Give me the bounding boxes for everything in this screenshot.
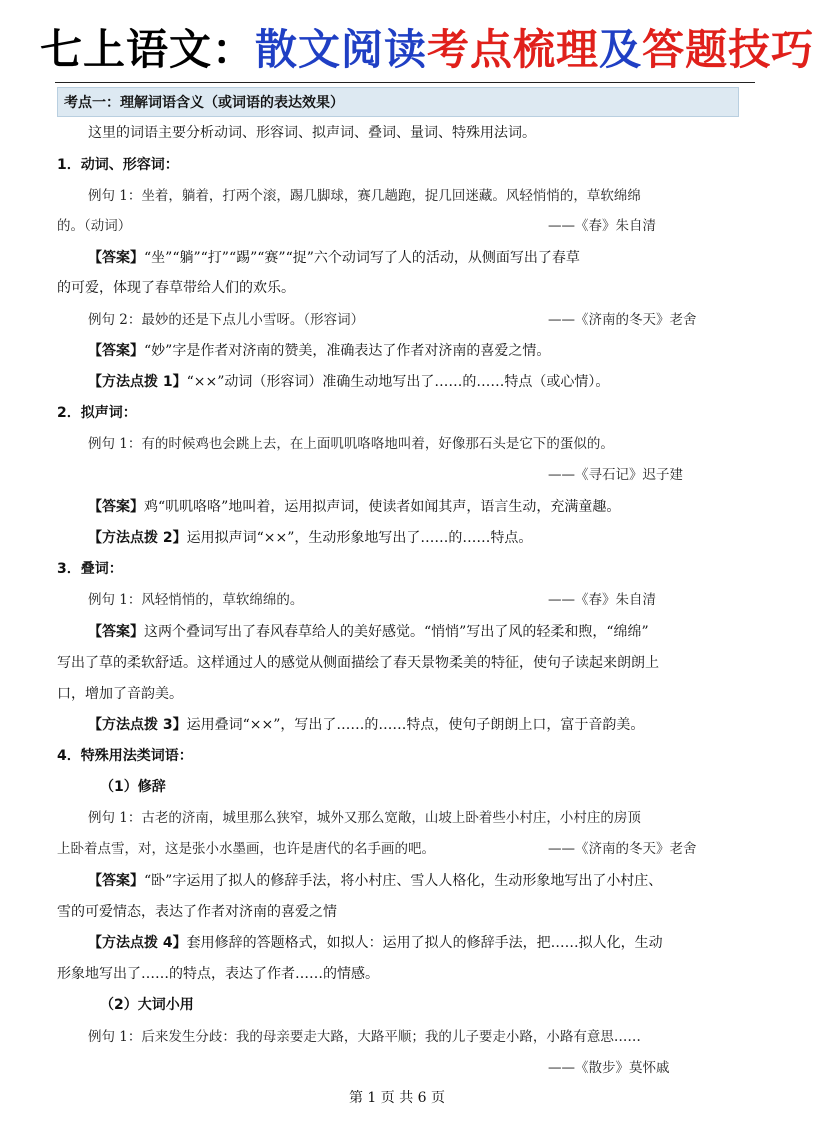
answer-label: 【答案】: [88, 343, 144, 359]
s1-example-2-source: ——《济南的冬天》老舍: [548, 312, 697, 328]
title-part-3: 考点梳理: [427, 25, 600, 74]
answer-label: 【答案】: [88, 250, 144, 266]
tip-label: 【方法点拨 1】: [88, 374, 187, 390]
intro-text: 这里的词语主要分析动词、形容词、拟声词、叠词、量词、特殊用法词。: [88, 125, 536, 141]
answer-text: “坐”“躺”“打”“踢”“赛”“捉”六个动词写了人的活动，从侧面写出了春草: [144, 250, 580, 266]
s4-example-1-line-1: 例句 1：古老的济南，城里那么狭窄，城外又那么宽敞，山坡上卧着些小村庄，小村庄的房顶: [88, 810, 641, 826]
tip-text: 运用拟声词“××”，生动形象地写出了……的……特点。: [186, 530, 533, 546]
title-part-2: 散文阅读: [255, 25, 428, 74]
s1-method-tip: [88, 372, 609, 392]
s2-method-tip: [88, 528, 532, 548]
s4-method-tip-line-1: [88, 933, 663, 953]
s1-example-1-source: ——《春》朱自清: [548, 218, 656, 234]
s4-heading: 4．特殊用法类词语：: [57, 748, 193, 764]
s4-example-1-source: ——《济南的冬天》老舍: [548, 841, 697, 857]
tip-text: 运用叠词“××”，写出了……的……特点，使句子朗朗上口，富于音韵美。: [186, 717, 645, 733]
section-heading-band: [57, 87, 739, 117]
s3-method-tip: [88, 715, 644, 735]
s1-example-2: 例句 2：最妙的还是下点儿小雪呀。（形容词）: [88, 312, 365, 328]
s3-answer-line-3: 口，增加了音韵美。: [57, 686, 183, 702]
answer-text: “妙”字是作者对济南的赞美，准确表达了作者对济南的喜爱之情。: [144, 343, 551, 359]
s4-method-tip-line-2: 形象地写出了……的特点，表达了作者……的情感。: [57, 966, 379, 982]
tip-text: “××”动词（形容词）准确生动地写出了……的……特点（或心情）。: [186, 374, 610, 390]
answer-label: 【答案】: [88, 624, 144, 640]
tip-label: 【方法点拨 4】: [88, 935, 187, 951]
s2-answer: [88, 497, 620, 517]
title-underline: [55, 82, 755, 83]
s1-answer-1-line-1: [88, 248, 580, 268]
section-heading: 考点一：理解词语含义（或词语的表达效果）: [64, 95, 344, 111]
s1-answer-2: [88, 341, 550, 361]
s3-heading: 3．叠词：: [57, 561, 123, 577]
title-part-4: 及: [599, 25, 643, 74]
s4-answer-line-2: 雪的可爱情态，表达了作者对济南的喜爱之情: [57, 904, 337, 920]
s4-example-2-source: ——《散步》莫怀戚: [548, 1060, 670, 1076]
s4-subheading-1: （1）修辞: [100, 779, 166, 795]
title-part-5: 答题技巧: [642, 25, 814, 74]
s2-example-1: 例句 1：有的时候鸡也会跳上去，在上面叽叽咯咯地叫着，好像那石头是它下的蛋似的。: [88, 436, 614, 452]
answer-label: 【答案】: [88, 873, 144, 889]
s2-heading: 2．拟声词：: [57, 405, 137, 421]
answer-text: “卧”字运用了拟人的修辞手法，将小村庄、雪人人格化，生动形象地写出了小村庄、: [144, 873, 663, 889]
s3-answer-line-2: 写出了草的柔软舒适。这样通过人的感觉从侧面描绘了春天景物柔美的特征，使句子读起来朗朗上: [57, 655, 659, 671]
title-part-1: 七上语文：: [40, 25, 256, 74]
s1-answer-1-line-2: 的可爱，体现了春草带给人们的欢乐。: [57, 280, 295, 296]
s2-example-1-source: ——《寻石记》迟子建: [548, 467, 683, 483]
s3-answer-line-1: [88, 622, 649, 642]
answer-label: 【答案】: [88, 499, 144, 515]
s4-example-2-line-1: 例句 1：后来发生分歧：我的母亲要走大路，大路平顺；我的儿子要走小路，小路有意思……: [88, 1029, 641, 1045]
s1-example-1-line-1: 例句 1：坐着，躺着，打两个滚，踢几脚球，赛几趟跑，捉几回迷藏。风轻悄悄的，草软绵绵: [88, 188, 641, 204]
answer-text: 鸡“叽叽咯咯”地叫着，运用拟声词，使读者如闻其声，语言生动，充满童趣。: [144, 499, 621, 515]
tip-text: 套用修辞的答题格式，如拟人：运用了拟人的修辞手法，把……拟人化，生动: [186, 935, 663, 951]
answer-text: 这两个叠词写出了春风春草给人的美好感觉。“悄悄”写出了风的轻柔和煦，“绵绵”: [144, 624, 649, 640]
tip-label: 【方法点拨 3】: [88, 717, 187, 733]
s4-example-1-line-2: 上卧着点雪，对，这是张小水墨画，也许是唐代的名手画的吧。: [57, 841, 435, 857]
page-footer: 第 1 页 共 6 页: [348, 1090, 446, 1106]
page-title: [40, 22, 814, 78]
s3-example-1: 例句 1：风轻悄悄的，草软绵绵的。: [88, 592, 304, 608]
tip-label: 【方法点拨 2】: [88, 530, 187, 546]
s3-example-1-source: ——《春》朱自清: [548, 592, 656, 608]
s1-example-1-line-2: 的。（动词）: [57, 218, 132, 234]
s4-subheading-2: （2）大词小用: [100, 997, 194, 1013]
s4-answer-line-1: [88, 871, 662, 891]
s1-heading: 1．动词、形容词：: [57, 157, 179, 173]
